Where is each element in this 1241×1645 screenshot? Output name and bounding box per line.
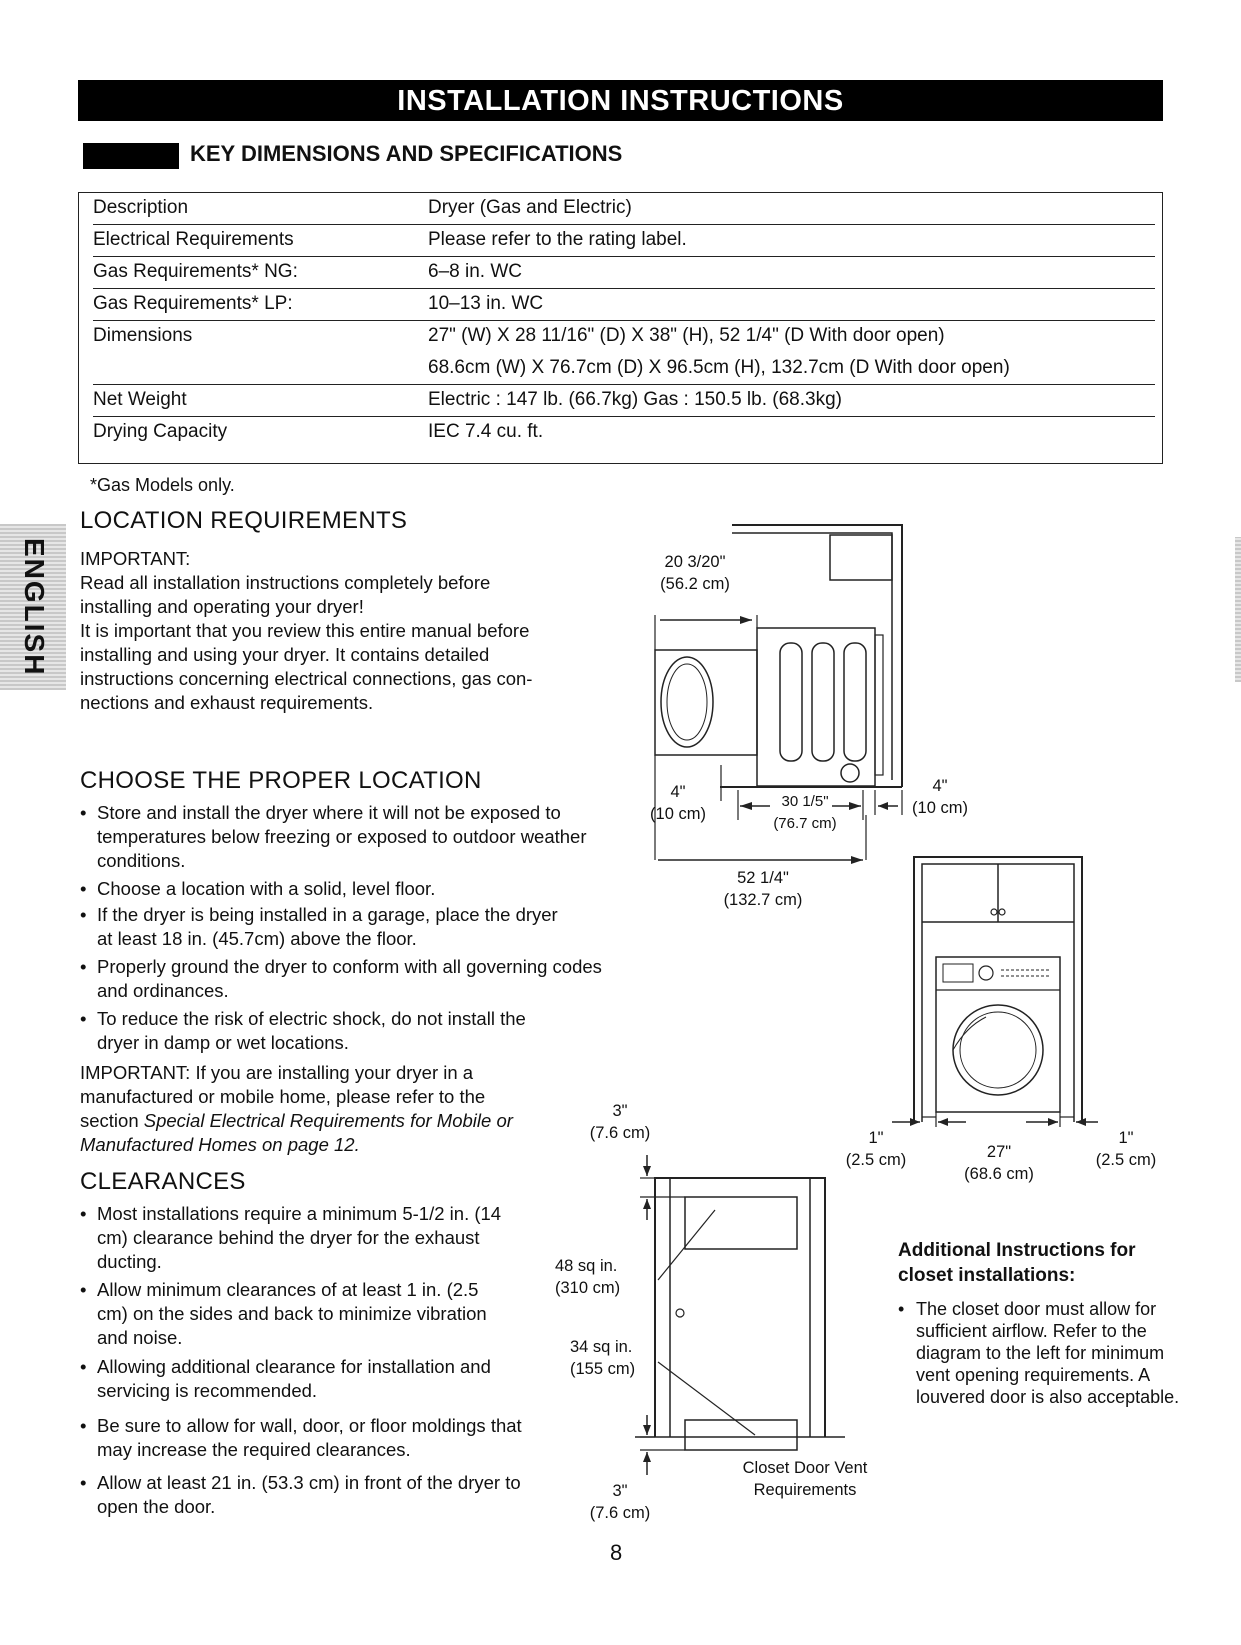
important-reference: Special Electrical Requirements for Mobile or — [143, 1110, 513, 1131]
location-line: IMPORTANT: — [80, 548, 191, 569]
front-right-cm: (2.5 cm) — [1095, 1151, 1157, 1169]
spec-row-dimensions-metric — [93, 353, 1155, 385]
spec-value: Please refer to the rating label. — [428, 229, 687, 250]
spec-value: 6–8 in. WC — [428, 261, 522, 282]
front-mid-label — [954, 1141, 1044, 1185]
dim-mid-cm: (76.7 cm) — [773, 815, 837, 832]
clearances-heading: CLEARANCES — [80, 1168, 246, 1195]
door-bottom-in: 3" — [612, 1482, 628, 1500]
additional-title-line: closet installations: — [898, 1265, 1076, 1286]
dim-total-cm: (132.7 cm) — [723, 891, 803, 909]
location-line: Read all installation instructions completely before — [80, 572, 491, 593]
additional-title — [898, 1238, 1198, 1288]
location-line: It is important that you review this entire manual before — [80, 620, 530, 641]
front-right-label — [1086, 1127, 1166, 1171]
dim-top-cm: (56.2 cm) — [660, 575, 730, 593]
dim-mid-label — [765, 791, 845, 835]
choose-bullet: • Store and install the dryer where it will not be exposed to temperatures below freezing or exposed to outdoor weather conditions. — [80, 801, 617, 873]
clearance-bullet: • Be sure to allow for wall, door, or floor moldings that may increase the required clearances. — [80, 1414, 527, 1462]
clearance-bullet: • Most installations require a minimum 5-1/2 in. (14 cm) clearance behind the dryer for the exhaust ducting. — [80, 1202, 517, 1274]
spec-value: 27" (W) X 28 11/16" (D) X 38" (H), 52 1/4" (D With door open) — [428, 325, 945, 346]
important-line: manufactured or mobile home, please refer to the — [80, 1086, 486, 1107]
front-mid-cm: (68.6 cm) — [964, 1165, 1034, 1183]
spec-label: Gas Requirements* NG: — [93, 261, 298, 282]
front-left-cm: (2.5 cm) — [845, 1151, 907, 1169]
dim-right-label — [900, 775, 980, 819]
spec-label: Description — [93, 197, 189, 218]
additional-bullet: • The closet door must allow for sufficient airflow. Refer to the diagram to the left for minimum vent opening requirements. A louvered door is also acceptable. — [898, 1298, 1192, 1408]
front-view-drawing — [836, 852, 1166, 1132]
location-body — [80, 547, 640, 715]
section-marker-bar — [83, 143, 179, 169]
location-line: nections and exhaust requirements. — [80, 692, 374, 713]
front-left-in: 1" — [868, 1129, 884, 1147]
dim-right-in: 4" — [932, 777, 948, 795]
spec-value: 10–13 in. WC — [428, 293, 544, 314]
door-caption — [725, 1457, 885, 1501]
clearance-bullet: • Allowing additional clearance for installation and servicing is recommended. — [80, 1355, 507, 1403]
spec-value: 68.6cm (W) X 76.7cm (D) X 96.5cm (H), 132.7cm (D With door open) — [428, 357, 1010, 378]
spec-row-description — [93, 193, 1155, 225]
door-caption-line: Closet Door Vent — [742, 1459, 868, 1477]
door-top-in: 3" — [612, 1102, 628, 1120]
edge-tab-marker — [1235, 537, 1241, 682]
dim-total-label — [708, 867, 818, 911]
spec-row-dimensions — [93, 321, 1155, 352]
spec-label: Electrical Requirements — [93, 229, 294, 250]
clearance-bullet: • Allow at least 21 in. (53.3 cm) in front of the dryer to open the door. — [80, 1471, 547, 1519]
choose-bullet: • Properly ground the dryer to conform with all governing codes and ordinances. — [80, 955, 617, 1003]
location-line: installing and using your dryer. It contains detailed — [80, 644, 490, 665]
lower-vent-label — [570, 1336, 670, 1380]
front-right-in: 1" — [1118, 1129, 1134, 1147]
spec-value: Electric : 147 lb. (66.7kg) Gas : 150.5 lb. (68.3kg) — [428, 389, 842, 410]
location-heading: LOCATION REQUIREMENTS — [80, 507, 408, 534]
dim-total-in: 52 1/4" — [737, 869, 789, 887]
section-title: KEY DIMENSIONS AND SPECIFICATIONS — [190, 141, 623, 166]
additional-title-line: Additional Instructions for — [898, 1240, 1136, 1261]
footnote: *Gas Models only. — [90, 475, 235, 495]
dim-left-label — [638, 781, 718, 825]
door-top-cm: (7.6 cm) — [589, 1124, 651, 1142]
choose-bullet: • If the dryer is being installed in a garage, place the dryer at least 18 in. (45.7cm) above the floor. — [80, 903, 567, 951]
door-bottom-cm: (7.6 cm) — [589, 1504, 651, 1522]
door-top-label — [575, 1100, 665, 1144]
spec-label: Gas Requirements* LP: — [93, 293, 293, 314]
closet-door-diagram — [555, 1100, 895, 1525]
language-tab — [0, 524, 66, 690]
door-caption-line: Requirements — [753, 1481, 857, 1499]
spec-value: IEC 7.4 cu. ft. — [428, 421, 544, 442]
spec-row-electrical — [93, 225, 1155, 257]
dim-right-cm: (10 cm) — [912, 799, 968, 817]
important-line: IMPORTANT: If you are installing your dryer in a — [80, 1062, 474, 1083]
language-tab-label: ENGLISH — [19, 537, 50, 677]
spec-row-capacity — [93, 417, 1155, 448]
important-prefix: section — [80, 1110, 144, 1131]
dim-left-in: 4" — [670, 783, 686, 801]
spec-row-gas-lp — [93, 289, 1155, 321]
specs-table — [78, 192, 1163, 464]
important-reference: Manufactured Homes on page 12. — [80, 1134, 360, 1155]
page-number: 8 — [610, 1540, 623, 1565]
choose-bullet: • To reduce the risk of electric shock, do not install the dryer in damp or wet locations. — [80, 1007, 547, 1055]
lower-vent-area: 34 sq in. — [570, 1338, 633, 1356]
clearance-bullet: • Allow minimum clearances of at least 1 in. (2.5 cm) on the sides and back to minimize vibration and noise. — [80, 1278, 507, 1350]
front-mid-in: 27" — [986, 1143, 1012, 1161]
spec-label: Drying Capacity — [93, 421, 228, 442]
dim-top-label — [640, 551, 750, 595]
lower-vent-metric: (155 cm) — [570, 1360, 636, 1378]
spec-row-gas-ng — [93, 257, 1155, 289]
dim-mid-in: 30 1/5" — [781, 793, 829, 810]
upper-vent-metric: (310 cm) — [555, 1279, 621, 1297]
spec-row-weight — [93, 385, 1155, 417]
page-banner: INSTALLATION INSTRUCTIONS — [78, 80, 1163, 121]
upper-vent-label — [555, 1255, 655, 1299]
spec-value: Dryer (Gas and Electric) — [428, 197, 632, 218]
choose-heading: CHOOSE THE PROPER LOCATION — [80, 767, 482, 794]
door-bottom-label — [575, 1480, 665, 1524]
dim-top-in: 20 3/20" — [664, 553, 726, 571]
spec-label: Dimensions — [93, 325, 193, 346]
upper-vent-area: 48 sq in. — [555, 1257, 618, 1275]
dim-left-cm: (10 cm) — [650, 805, 706, 823]
location-line: installing and operating your dryer! — [80, 596, 364, 617]
location-line: instructions concerning electrical connections, gas con- — [80, 668, 533, 689]
spec-label: Net Weight — [93, 389, 187, 410]
choose-bullet: • Choose a location with a solid, level floor. — [80, 877, 617, 901]
